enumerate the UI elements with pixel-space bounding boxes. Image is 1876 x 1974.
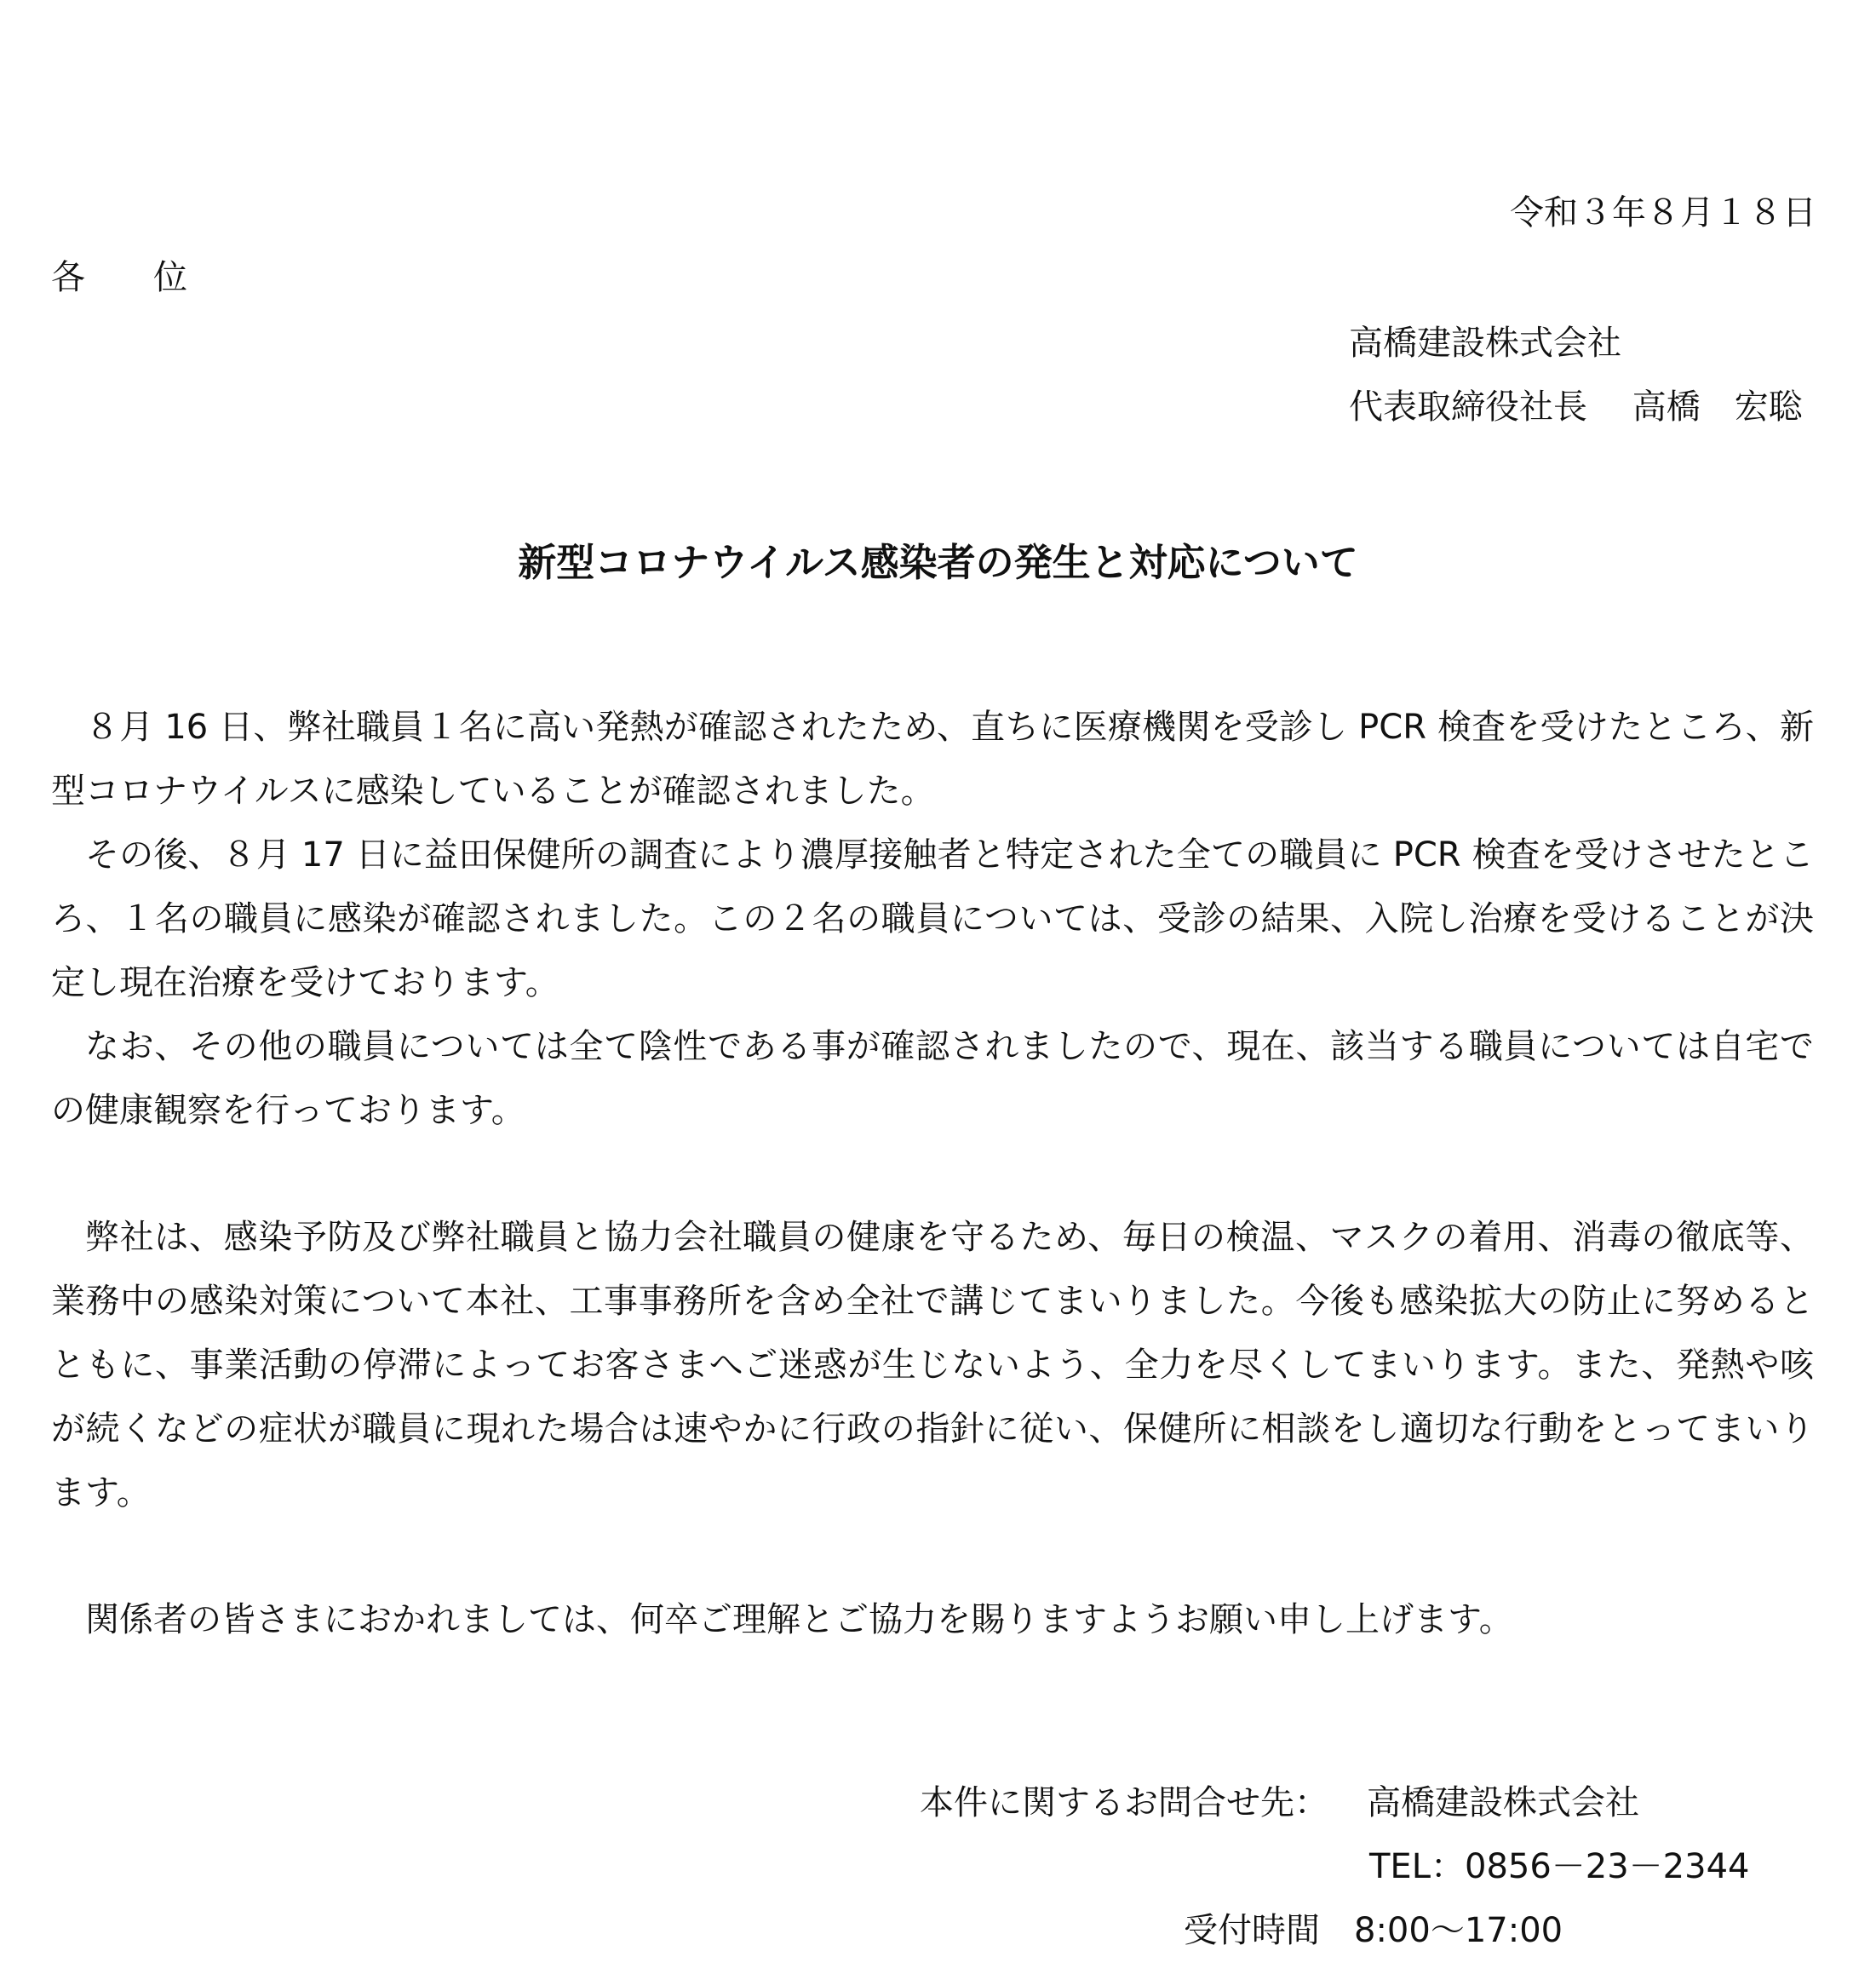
document-title: 新型コロナウイルス感染者の発生と対応について <box>518 540 1358 585</box>
contact-phone: TEL：0856－23－2344 <box>1369 1847 1750 1886</box>
body-paragraph-1: ８月 16 日、弊社職員１名に高い発熱が確認されたため、直ちに医療機関を受診し PCR 検査を受けたところ、新型コロナウイルスに感染していることが確認されました。 <box>51 708 1814 811</box>
sender-company: 高橋建設株式会社 <box>1349 324 1621 363</box>
recipient-salutation: 各 位 <box>51 258 187 297</box>
body-paragraph-3: なお、その他の職員については全て陰性である事が確認されましたので、現在、該当する職員については自宅での健康観察を行っております。 <box>51 1027 1814 1130</box>
contact-label: 本件に関するお問合せ先： <box>920 1783 1328 1822</box>
body-paragraph-2: その後、８月 17 日に益田保健所の調査により濃厚接触者と特定された全ての職員に PCR 検査を受けさせたところ、１名の職員に感染が確認されました。この２名の職員については、受診の結果、入院し治療を受けることが決定し現在治療を受けております。 <box>51 835 1814 1002</box>
contact-company: 高橋建設株式会社 <box>1367 1783 1639 1822</box>
contact-hours: 受付時間 8:00～17:00 <box>1184 1911 1563 1950</box>
body-paragraph-5: 関係者の皆さまにおかれましては、何卒ご理解とご協力を賜りますようお願い申し上げます。 <box>85 1600 1513 1639</box>
body-paragraph-4: 弊社は、感染予防及び弊社職員と協力会社職員の健康を守るため、毎日の検温、マスクの着用、消毒の徹底等、業務中の感染対策について本社、工事事務所を含め全社で講じてまいりました。今後も感染拡大の防止に努めるとともに、事業活動の停滞によってお客さまへご迷惑が生じないよう、全力を尽くしてまいります。また、発熱や咳が続くなどの症状が職員に現れた場合は速やかに行政の指針に従い、保健所に相談をし適切な行動をとってまいります。 <box>51 1218 1814 1512</box>
document-date: 令和３年８月１８日 <box>1510 193 1816 232</box>
sender-president: 代表取締役社長 高橋 宏聡 <box>1349 387 1803 427</box>
